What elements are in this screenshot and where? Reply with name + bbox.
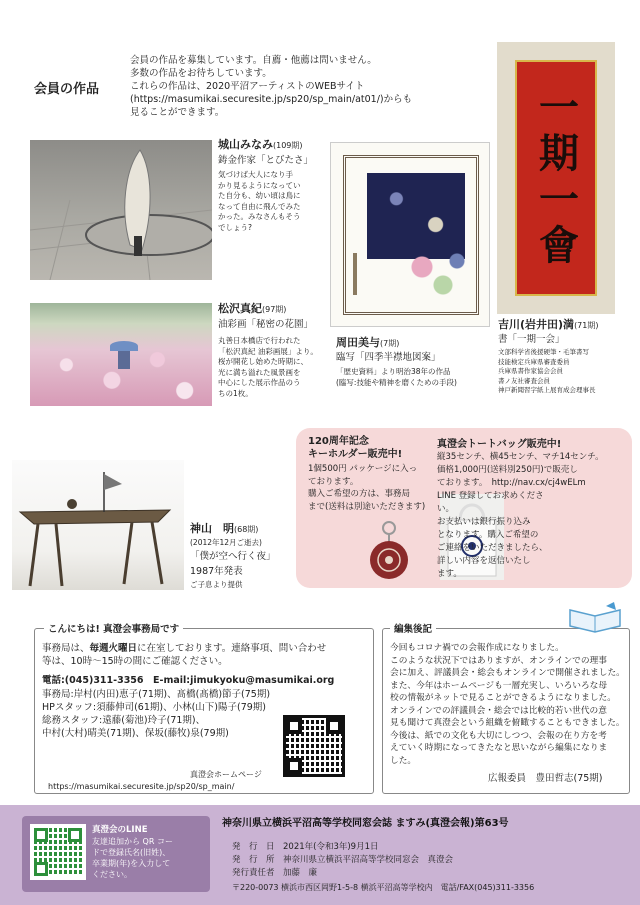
calligraphy-text: 一期一會 xyxy=(532,86,580,270)
hours-text: 等は、10時〜15時の間にご確認ください。 xyxy=(42,656,228,667)
hours-text: に在室しております。連絡事項、問い合わせ xyxy=(137,643,327,654)
artist-gen: (109期) xyxy=(273,141,303,150)
work-description: 気づけば大人になり手 かり見るようになってい た自分も、幼い頃は鳥に なって自由に飛んでみた かった。みなさんもそう でしょう? xyxy=(218,170,301,232)
keyholder-image xyxy=(362,520,416,582)
artist-gen: (97期) xyxy=(262,305,287,314)
chief-editor: 発行責任者 加藤 廉 xyxy=(232,868,318,878)
work-description: 文部科学省後援硬筆・毛筆書写 技能検定兵庫県審査委員 兵庫県書作家協会会員 書ノ友社審査会員 神戸新聞習字紙上展育成会理事長 xyxy=(498,348,596,394)
work-title: 油彩画「秘密の花園」 xyxy=(218,319,314,330)
boat-sculpture-photo xyxy=(12,460,184,590)
artist-name-yoshikawa xyxy=(498,318,598,333)
work-title: 鋳金作家「とびたさ」 xyxy=(218,155,314,166)
hours-text: 事務局は、 xyxy=(42,643,90,654)
homepage-url[interactable]: https://masumikai.securesite.jp/sp20/sp_main/ xyxy=(48,782,235,791)
artist-name: 松沢真紀 xyxy=(218,302,262,315)
sculpture-photo xyxy=(30,140,212,280)
book-icon xyxy=(566,600,624,640)
work-title: 臨写「四季半襟地図案」 xyxy=(336,352,441,363)
memorial-note: (2012年12月ご逝去) xyxy=(190,538,262,547)
artist-name: 吉川(岩井田)満 xyxy=(498,318,575,331)
artist-name: 城山みなみ xyxy=(218,138,273,151)
publisher: 発 行 所 神奈川県立横浜平沼高等学校同窓会 真澄会 xyxy=(232,855,454,865)
editor-signoff: 広報委員 豊田哲志(75期) xyxy=(488,773,603,784)
hours-day: 毎週火曜日 xyxy=(89,643,138,654)
journal-title: 神奈川県立横浜平沼高等学校同窓会誌 ますみ(真澄会報)第63号 xyxy=(222,818,509,829)
photo-credit: ご子息より提供 xyxy=(190,580,243,589)
homepage-qr-code[interactable] xyxy=(286,718,342,774)
line-qr-code[interactable] xyxy=(30,824,86,880)
office-header: こんにちは! 真澄会事務局です xyxy=(44,621,183,635)
issue-date: 発 行 日 2021年(令和3年)9月1日 xyxy=(232,842,379,852)
calligraphy-image xyxy=(497,42,615,314)
artist-name-shuda xyxy=(336,336,399,351)
artist-gen: (7期) xyxy=(380,339,400,348)
artist-name: 神山 明 xyxy=(190,522,234,535)
kimono-collar-painting xyxy=(330,142,490,327)
anniversary-text: 1個500円 パッケージに入っ ております。 購入ご希望の方は、事務局 まで(送料は別途いただきます) xyxy=(308,464,426,512)
homepage-label: 真澄会ホームページ xyxy=(190,770,262,779)
work-description: 「歴史資料」より明治38年の作品 (臨写:技能や精神を磨くための手段) xyxy=(336,367,457,387)
office-contact[interactable]: 電話:(045)311-3356 E-mail:jimukyoku@masumikai.org xyxy=(42,675,335,686)
line-label: 真澄会のLINE xyxy=(92,825,148,835)
oil-painting-photo xyxy=(30,303,212,406)
work-description: 丸善日本橋店で行われた 「松沢真紀 油彩画展」より。 桜が開花し始めた時期に、 光に満ち溢れた風景画を 中心にした展示作品のう ちの1枚。 xyxy=(218,336,318,398)
artist-name-kamiyama xyxy=(190,522,258,537)
artist-name: 周田美与 xyxy=(336,336,380,349)
artist-name-shiroyama xyxy=(218,138,303,153)
office-hours xyxy=(42,642,370,668)
work-year: 1987年発表 xyxy=(190,566,243,577)
work-title: 書「一期一会」 xyxy=(498,334,565,345)
line-instructions: 友達追加から QR コー ドで登録氏名(旧姓)、 卒業期(年)を入力して ください。 xyxy=(92,837,173,879)
address: 〒220-0073 横浜市西区岡野1-5-8 横浜平沼高等学校内 電話/FAX(045)311-3356 xyxy=(232,883,535,892)
section-heading: 会員の作品 xyxy=(34,82,100,97)
anniversary-title: 120周年記念 キーホルダー販売中! xyxy=(308,436,403,460)
work-title: 「僕が空へ行く夜」 xyxy=(190,551,276,562)
artist-gen: (71期) xyxy=(574,321,599,330)
tote-bag-text: 縦35センチ、横45センチ、マチ14センチ。 価格1,000円(送料別250円)で販売し ております。 http://nav.cx/cj4wELm LINE 登録してお求めくださ い。 お支払いは銀行振り込み となります。購入ご希望の ご連絡をいただきましたら、 詳しい内容を返信いたし ます。 xyxy=(437,452,604,579)
artist-gen: (68期) xyxy=(234,525,259,534)
artist-name-matsuzawa xyxy=(218,302,286,317)
tote-bag-title: 真澄会トートバッグ販売中! xyxy=(437,439,562,450)
office-staff: 事務局:岸村(内田)恵子(71期)、髙橋(髙橋)節子(75期) HPスタッフ:須藤伸司(61期)、小林(山下)陽子(79期) 総務スタッフ:遠藤(菊池)玲子(71期)、 中村(大村)晴美(71期)、保坂(藤牧)泉(79期) xyxy=(42,689,271,739)
editor-text: 今回もコロナ禍での会報作成になりました。 このような状況下ではありますが、オンラインでの理事 会に加え、評議員会・総会もオンラインで開催されました。 また、今年はホームページも一層充実し、いろいろな母 校の情報がネットで見ることができるようになりました。 オンラインでの評議員会・総会では比較的若い世代の意 見も聞けて真澄会という組織を俯瞰することもできました。 今後は、紙での文化も大切にしつつ、会報の在り方を考 えていく時期になってきたなと思いながら編集になりま した。 xyxy=(390,643,625,766)
editor-header: 編集後記 xyxy=(390,621,436,635)
intro-text: 会員の作品を募集しています。自薦・他薦は問いません。 多数の作品をお待ちしています。 これらの作品は、2020平沼アーティストのWEBサイト (https://masumikai.securesite.jp/sp20/sp_main/at01/)からも 見ることができます。 xyxy=(130,55,413,118)
